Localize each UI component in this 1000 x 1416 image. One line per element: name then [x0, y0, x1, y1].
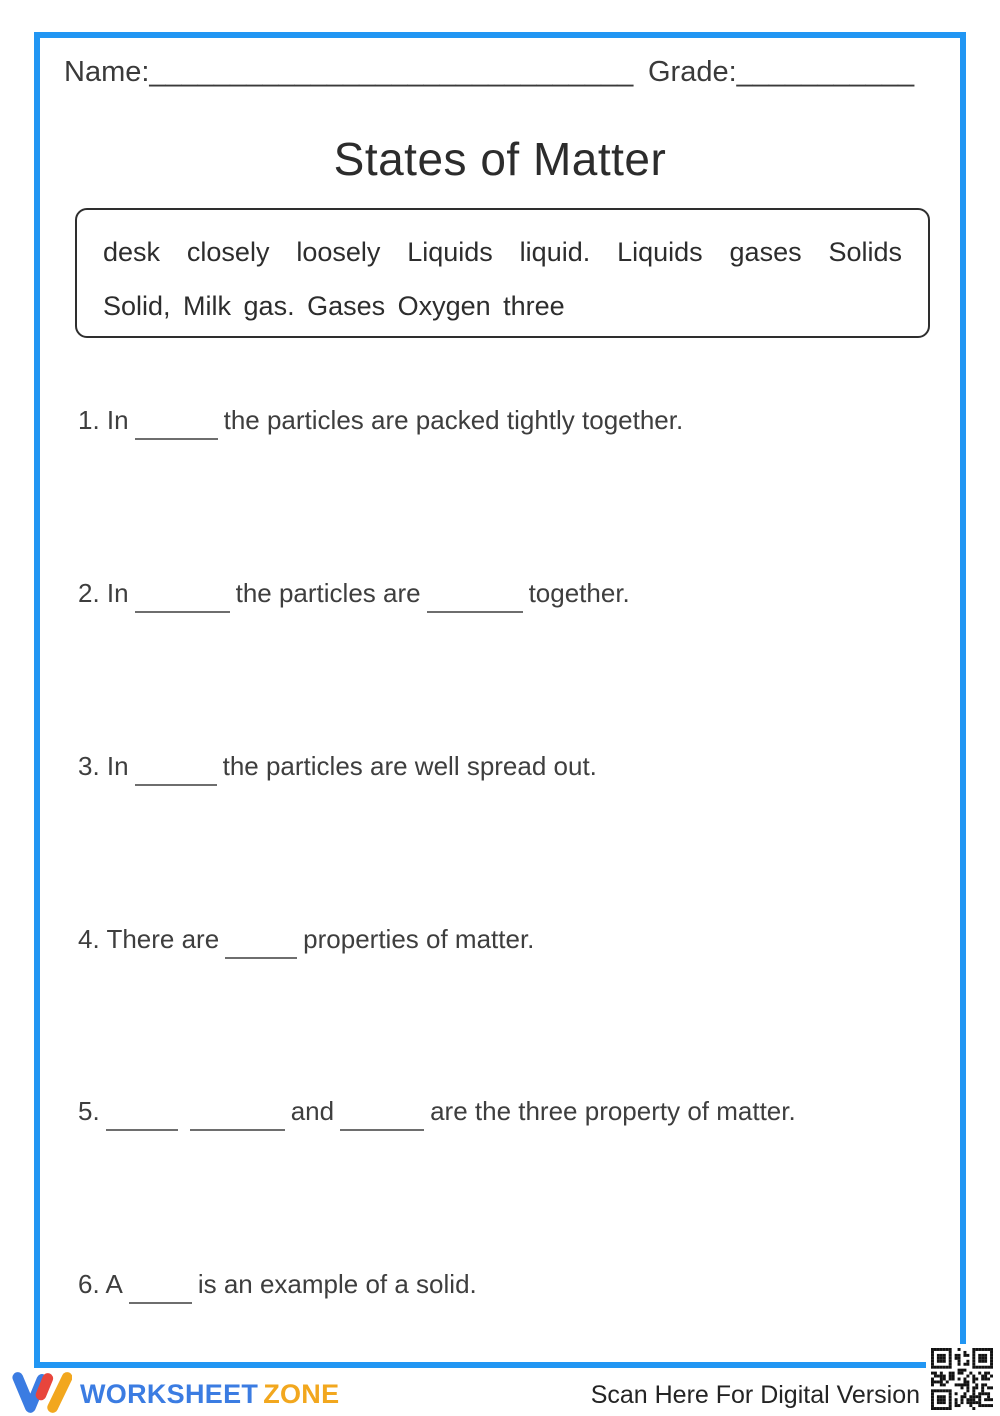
question-3 [78, 750, 930, 786]
question-5-tail: are the three property of matter. [430, 1096, 796, 1126]
question-2-tail: together. [528, 578, 630, 608]
question-5-blank-3 [340, 1105, 424, 1131]
qr-code-svg [931, 1348, 993, 1410]
question-2-blank-2 [427, 587, 523, 613]
grade-label: Grade: [648, 56, 737, 88]
brand-word-worksheet: WORKSHEET [80, 1378, 259, 1409]
question-2-blank-1 [135, 587, 230, 613]
question-1 [78, 404, 930, 440]
brand-text [80, 1379, 339, 1410]
question-6-blank [129, 1278, 192, 1304]
word-bank-box [75, 208, 930, 338]
grade-blank-line: ___________ [736, 56, 915, 88]
name-field [64, 56, 633, 89]
worksheetzone-logo [10, 1371, 339, 1416]
question-4-blank [225, 933, 297, 959]
worksheetzone-logo-icon [10, 1370, 72, 1416]
question-2-lead: 2. In [78, 578, 129, 608]
question-4-lead: 4. There are [78, 924, 220, 954]
question-5-mid: and [290, 1096, 335, 1126]
question-5-lead: 5. [78, 1096, 100, 1126]
question-1-tail: the particles are packed tightly together. [223, 405, 684, 435]
question-1-lead: 1. In [78, 405, 129, 435]
brand-word-zone: ZONE [263, 1378, 340, 1409]
name-blank-line: ______________________________ [149, 56, 634, 88]
page-title: States of Matter [333, 133, 667, 185]
header-row [0, 56, 1000, 96]
question-5-blank-1 [106, 1105, 178, 1131]
question-2 [78, 577, 930, 613]
qr-code [926, 1344, 998, 1414]
word-bank-line-1: desk closely loosely Liquids liquid. Liquids gases Solids [103, 237, 902, 267]
question-2-mid: the particles are [235, 578, 421, 608]
scan-here-text: Scan Here For Digital Version [590, 1381, 920, 1409]
question-1-blank [135, 414, 218, 440]
question-4 [78, 923, 930, 959]
question-6-lead: 6. A [78, 1269, 123, 1299]
question-6-tail: is an example of a solid. [197, 1269, 477, 1299]
question-3-lead: 3. In [78, 751, 129, 781]
question-5 [78, 1095, 930, 1131]
question-4-tail: properties of matter. [303, 924, 535, 954]
word-bank-line-2: Solid, Milk gas. Gases Oxygen three [103, 291, 565, 321]
name-label: Name: [64, 56, 150, 88]
question-3-blank [135, 760, 217, 786]
question-3-tail: the particles are well spread out. [222, 751, 597, 781]
question-5-blank-2 [190, 1105, 285, 1131]
grade-field [648, 56, 914, 89]
question-6 [78, 1268, 930, 1304]
